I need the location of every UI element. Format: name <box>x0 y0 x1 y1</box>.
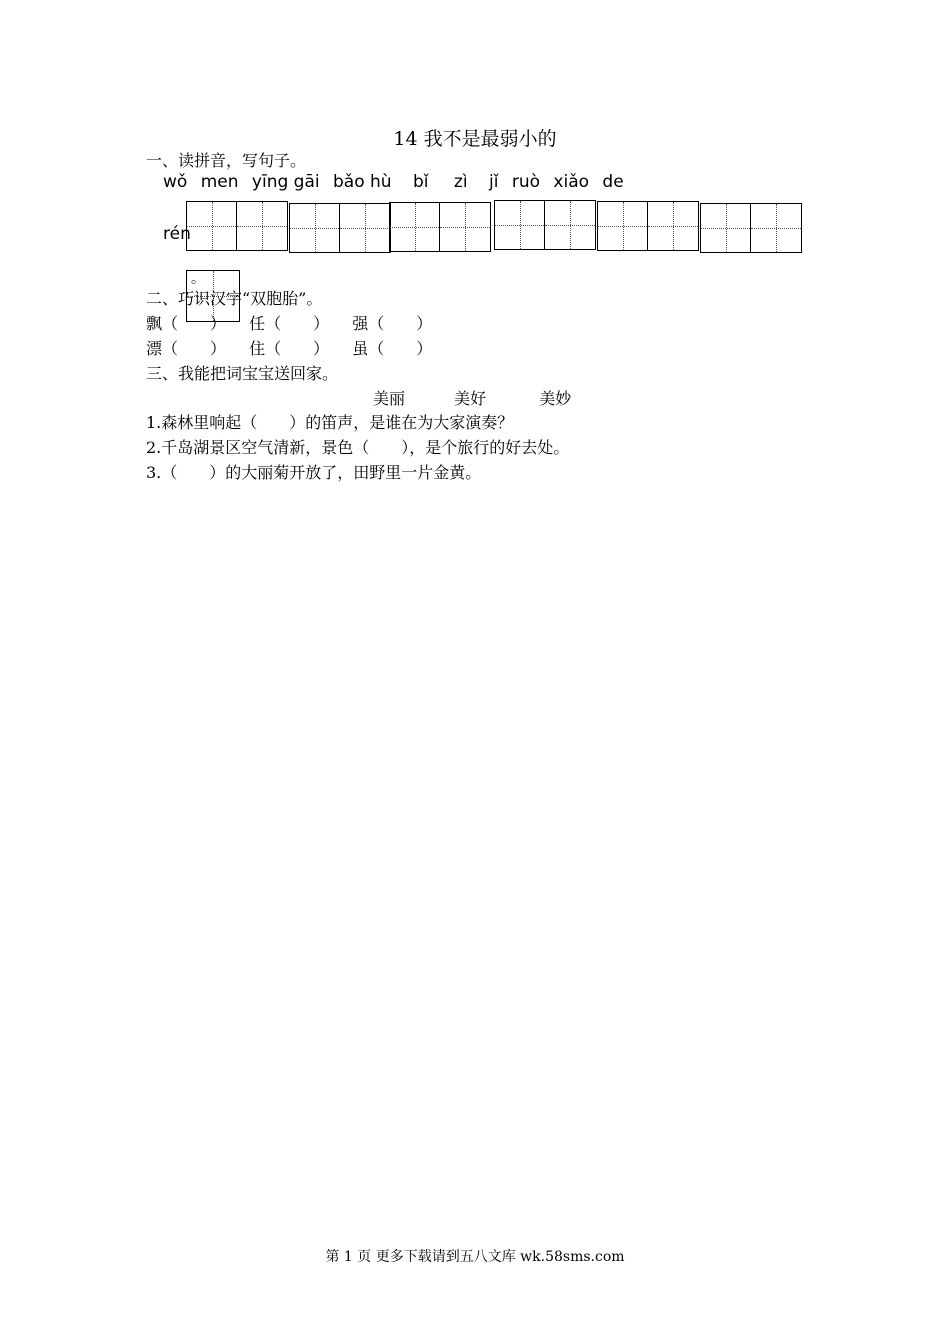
pinyin-syllable: ruò <box>511 172 540 192</box>
pinyin-syllable: jǐ <box>488 172 499 192</box>
writing-grid-4[interactable] <box>494 200 596 250</box>
pinyin-syllable: wǒ <box>163 172 188 192</box>
pinyin-syllable: bǐ <box>412 172 429 192</box>
pinyin-syllable: de <box>602 172 624 192</box>
section2-heading: 二、巧识汉字“双胞胎”。 <box>146 289 323 308</box>
writing-grid-2[interactable] <box>289 203 391 253</box>
twin-chars-row-2 <box>146 338 432 360</box>
char-blank: 任（ ） <box>249 314 330 333</box>
char-blank: 虽（ ） <box>352 339 433 358</box>
writing-grid-1[interactable] <box>186 201 288 251</box>
question-1: 1.森林里响起（ ）的笛声，是谁在为大家演奏？ <box>146 413 514 432</box>
word-bank-item: 美丽 <box>373 389 406 408</box>
page-footer: 第 1 页 更多下载请到五八文库 wk.58sms.com <box>325 1249 625 1265</box>
word-bank-item: 美好 <box>454 389 487 408</box>
char-blank: 飘（ ） <box>146 314 227 333</box>
char-blank: 住（ ） <box>249 339 330 358</box>
question-2: 2.千岛湖景区空气清新，景色（ ），是个旅行的好去处。 <box>146 438 570 457</box>
pinyin-syllable: zì <box>453 172 468 192</box>
word-bank <box>373 388 571 410</box>
period-mark: 。 <box>191 271 205 287</box>
page-title: 14 我不是最弱小的 <box>393 128 557 150</box>
pinyin-row <box>163 172 632 192</box>
char-blank: 强（ ） <box>352 314 433 333</box>
char-blank: 漂（ ） <box>146 339 227 358</box>
pinyin-syllable-ren: rén <box>163 224 191 244</box>
question-3: 3.（ ）的大丽菊开放了，田野里一片金黄。 <box>146 463 482 482</box>
pinyin-syllable: yīng gāi <box>251 172 320 192</box>
section1-heading: 一、读拼音，写句子。 <box>146 151 307 170</box>
word-bank-item: 美妙 <box>539 389 572 408</box>
pinyin-syllable: men <box>200 172 239 192</box>
twin-chars-row-1 <box>146 313 432 335</box>
writing-grid-3[interactable] <box>389 202 491 252</box>
writing-grid-5[interactable] <box>597 201 699 251</box>
writing-grid-6[interactable] <box>700 203 802 253</box>
section3-heading: 三、我能把词宝宝送回家。 <box>146 364 339 383</box>
pinyin-syllable: xiǎo <box>553 172 590 192</box>
pinyin-syllable: bǎo hù <box>333 172 392 192</box>
